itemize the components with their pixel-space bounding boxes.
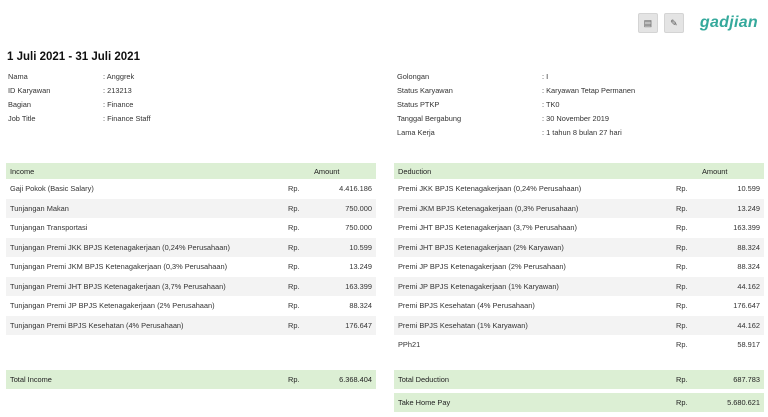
deduction-item-label: Premi JP BPJS Ketenagakerjaan (2% Perusahaan) (398, 262, 566, 272)
deduction-item-amount: 44.162 (737, 320, 760, 330)
take-home-pay-label: Take Home Pay (398, 398, 451, 407)
currency-label: Rp. (676, 203, 688, 213)
table-row (394, 238, 764, 258)
currency-label: Rp. (676, 301, 688, 311)
income-table (6, 163, 376, 335)
deduction-rows (394, 179, 764, 355)
currency-label: Rp. (676, 320, 688, 330)
table-row (6, 296, 376, 316)
header-toolbar (638, 12, 758, 34)
income-item-amount: 4.416.186 (339, 184, 372, 194)
currency-label: Rp. (288, 320, 300, 330)
table-row (6, 257, 376, 277)
table-row (394, 199, 764, 219)
take-home-pay-row (394, 393, 764, 412)
deduction-item-amount: 58.917 (737, 340, 760, 350)
info-value-bagian: : Finance (103, 100, 134, 109)
deduction-item-amount: 10.599 (737, 184, 760, 194)
total-deduction-row (394, 370, 764, 389)
table-row (394, 179, 764, 199)
income-item-label: Tunjangan Premi JHT BPJS Ketenagakerjaan (3,7% Perusahaan) (10, 281, 226, 291)
table-row (6, 316, 376, 336)
income-item-label: Gaji Pokok (Basic Salary) (10, 184, 94, 194)
deduction-table-header (394, 163, 764, 179)
edit-icon[interactable]: ✎ (664, 13, 684, 33)
deduction-item-label: Premi JKM BPJS Ketenagakerjaan (0,3% Perusahaan) (398, 203, 579, 213)
income-item-amount: 13.249 (349, 262, 372, 272)
currency-label: Rp. (676, 340, 688, 350)
currency-label: Rp. (676, 375, 688, 384)
table-row (394, 218, 764, 238)
total-deduction-amount: 687.783 (733, 375, 760, 384)
info-value-job-title: : Finance Staff (103, 114, 151, 123)
deduction-header-label: Deduction (398, 166, 432, 176)
deduction-item-amount: 13.249 (737, 203, 760, 213)
table-row (6, 179, 376, 199)
table-row (394, 316, 764, 336)
currency-label: Rp. (288, 375, 300, 384)
total-income-label: Total Income (10, 375, 52, 384)
income-item-label: Tunjangan Premi BPJS Kesehatan (4% Perusahaan) (10, 320, 184, 330)
document-icon[interactable]: ▤ (638, 13, 658, 33)
currency-label: Rp. (288, 184, 300, 194)
info-label-tanggal-bergabung: Tanggal Bergabung (397, 114, 462, 123)
deduction-item-label: Premi JHT BPJS Ketenagakerjaan (3,7% Perusahaan) (398, 223, 577, 233)
income-item-label: Tunjangan Makan (10, 203, 69, 213)
deduction-item-label: Premi JKK BPJS Ketenagakerjaan (0,24% Perusahaan) (398, 184, 582, 194)
income-item-amount: 750.000 (345, 223, 372, 233)
income-item-label: Tunjangan Premi JKM BPJS Ketenagakerjaan (0,3% Perusahaan) (10, 262, 228, 272)
table-row (6, 277, 376, 297)
take-home-pay-amount: 5.680.621 (727, 398, 760, 407)
deduction-table (394, 163, 764, 355)
info-value-nama: : Anggrek (103, 72, 135, 81)
currency-label: Rp. (288, 262, 300, 272)
currency-label: Rp. (288, 242, 300, 252)
currency-label: Rp. (676, 281, 688, 291)
employee-info-right (397, 70, 742, 140)
employee-info-left (8, 70, 303, 126)
payslip-period: 1 Juli 2021 - 31 Juli 2021 (7, 51, 140, 63)
info-label-lama-kerja: Lama Kerja (397, 128, 435, 137)
deduction-item-amount: 176.647 (733, 301, 760, 311)
deduction-item-amount: 88.324 (737, 242, 760, 252)
info-label-bagian: Bagian (8, 100, 32, 109)
table-row (394, 277, 764, 297)
income-header-amount: Amount (314, 166, 340, 176)
info-label-nama: Nama (8, 72, 28, 81)
deduction-item-label: Premi BPJS Kesehatan (4% Perusahaan) (398, 301, 535, 311)
currency-label: Rp. (288, 203, 300, 213)
income-table-header (6, 163, 376, 179)
info-value-id-karyawan: : 213213 (103, 86, 132, 95)
info-label-id-karyawan: ID Karyawan (8, 86, 51, 95)
deduction-item-amount: 163.399 (733, 223, 760, 233)
currency-label: Rp. (288, 281, 300, 291)
income-item-amount: 750.000 (345, 203, 372, 213)
table-row (394, 335, 764, 355)
currency-label: Rp. (676, 262, 688, 272)
total-deduction-label: Total Deduction (398, 375, 449, 384)
income-rows (6, 179, 376, 335)
table-row (394, 257, 764, 277)
table-row (6, 199, 376, 219)
currency-label: Rp. (288, 301, 300, 311)
deduction-item-label: PPh21 (398, 340, 421, 350)
income-header-label: Income (10, 166, 35, 176)
info-value-golongan: : I (542, 72, 549, 81)
income-item-amount: 176.647 (345, 320, 372, 330)
deduction-item-label: Premi BPJS Kesehatan (1% Karyawan) (398, 320, 528, 330)
income-item-label: Tunjangan Premi JKK BPJS Ketenagakerjaan (0,24% Perusahaan) (10, 242, 230, 252)
info-label-status-karyawan: Status Karyawan (397, 86, 453, 95)
income-item-amount: 88.324 (349, 301, 372, 311)
currency-label: Rp. (288, 223, 300, 233)
info-label-golongan: Golongan (397, 72, 430, 81)
info-label-status-ptkp: Status PTKP (397, 100, 440, 109)
income-item-label: Tunjangan Transportasi (10, 223, 88, 233)
deduction-item-label: Premi JP BPJS Ketenagakerjaan (1% Karyawan) (398, 281, 559, 291)
info-label-job-title: Job Title (8, 114, 36, 123)
deduction-item-amount: 88.324 (737, 262, 760, 272)
table-row (6, 218, 376, 238)
income-item-amount: 163.399 (345, 281, 372, 291)
currency-label: Rp. (676, 242, 688, 252)
currency-label: Rp. (676, 184, 688, 194)
currency-label: Rp. (676, 398, 688, 407)
deduction-header-amount: Amount (702, 166, 728, 176)
income-item-amount: 10.599 (349, 242, 372, 252)
gadjian-logo: gadjian (699, 14, 758, 31)
deduction-item-amount: 44.162 (737, 281, 760, 291)
info-value-status-karyawan: : Karyawan Tetap Permanen (542, 86, 636, 95)
info-value-tanggal-bergabung: : 30 November 2019 (542, 114, 609, 123)
income-item-label: Tunjangan Premi JP BPJS Ketenagakerjaan (2% Perusahaan) (10, 301, 215, 311)
currency-label: Rp. (676, 223, 688, 233)
info-value-lama-kerja: : 1 tahun 8 bulan 27 hari (542, 128, 622, 137)
total-income-amount: 6.368.404 (339, 375, 372, 384)
info-value-status-ptkp: : TK0 (542, 100, 560, 109)
table-row (394, 296, 764, 316)
table-row (6, 238, 376, 258)
total-income-row (6, 370, 376, 389)
deduction-item-label: Premi JHT BPJS Ketenagakerjaan (2% Karyawan) (398, 242, 564, 252)
